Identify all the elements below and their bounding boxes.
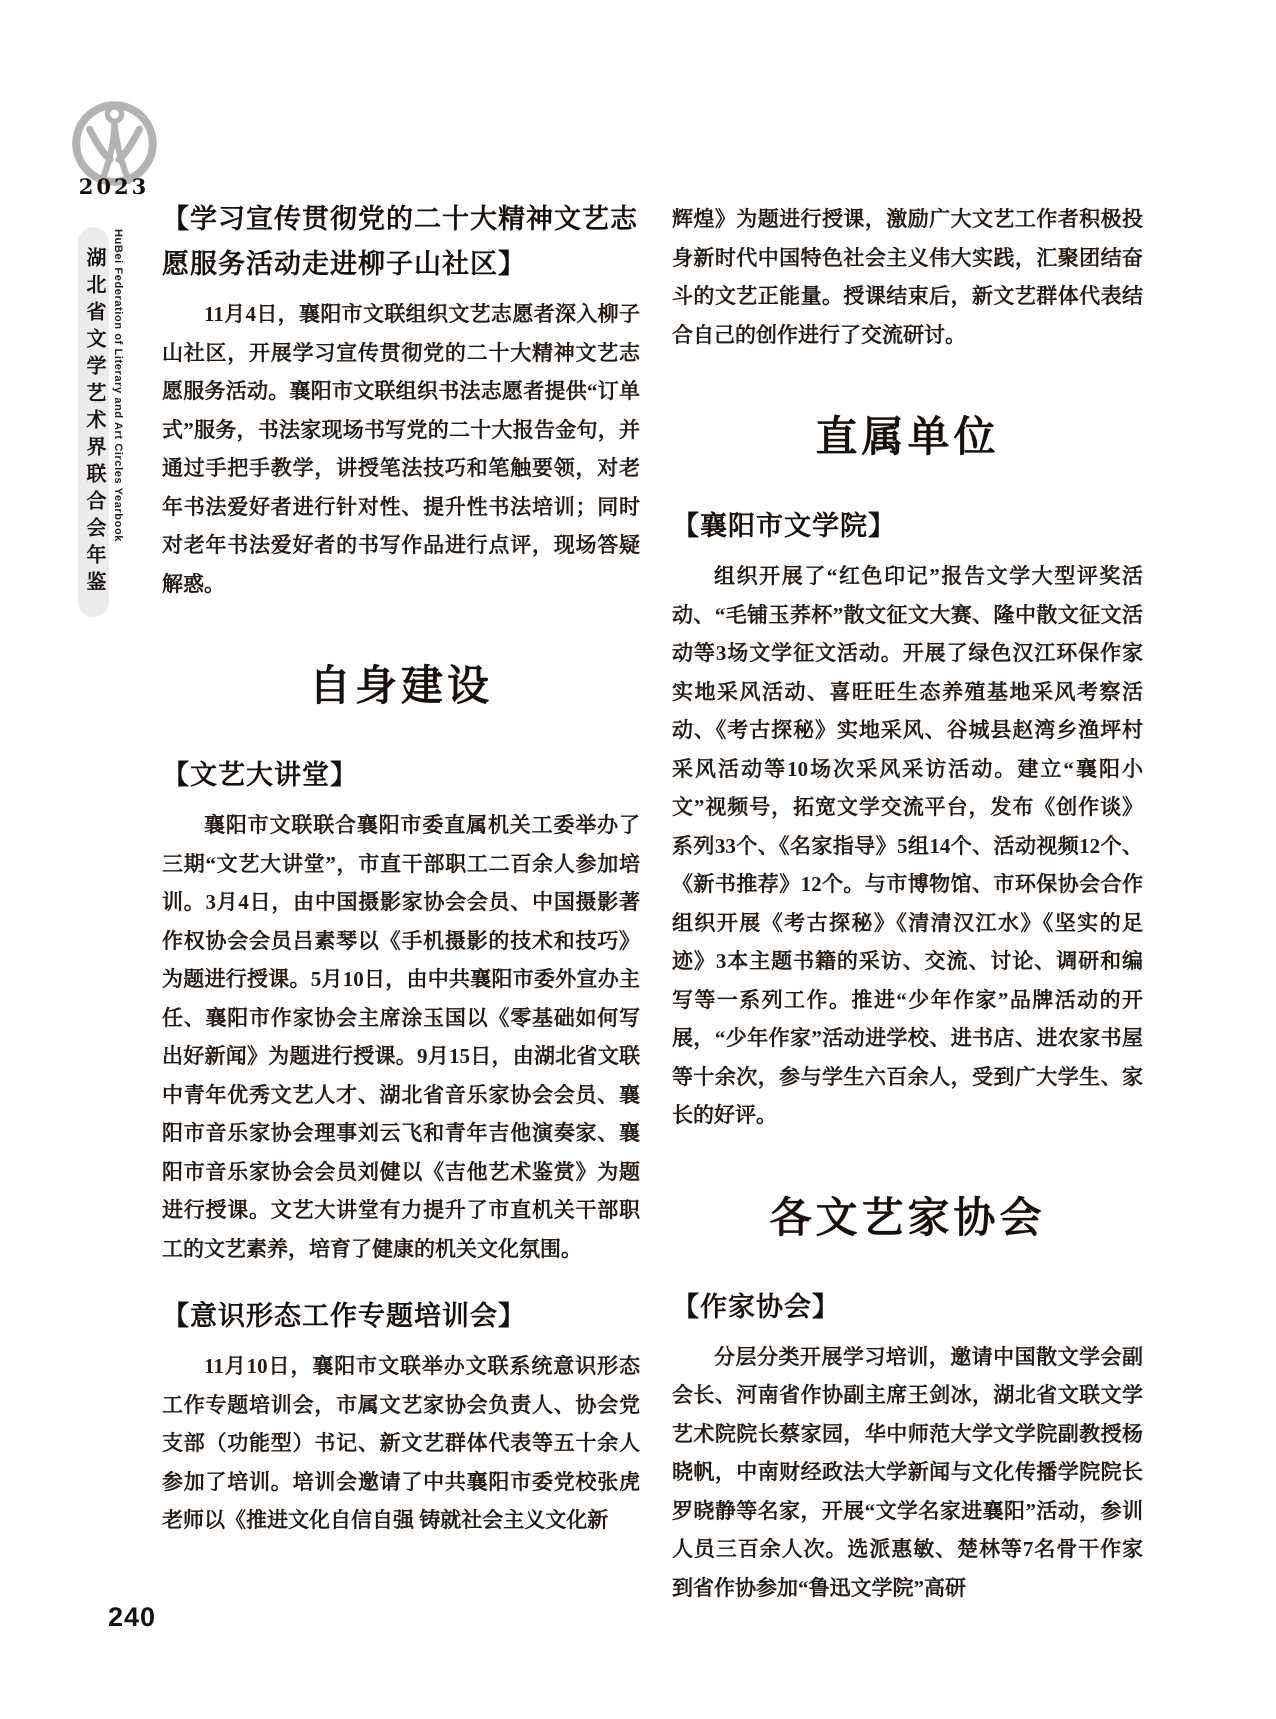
entry-title: 【学习宣传贯彻党的二十大精神文艺志愿服务活动走进柳子山社区】: [162, 204, 638, 279]
section-heading: 直属单位: [815, 413, 1000, 460]
sidebar-title-cn: 湖北省文学艺术界联合会年鉴: [83, 246, 105, 598]
section-heading: 自身建设: [308, 662, 493, 709]
entry-title: 【作家协会】: [672, 1291, 840, 1322]
page-number: 240: [108, 1602, 157, 1632]
sidebar-band: [78, 227, 109, 617]
right-column: [672, 200, 1143, 1607]
left-column: [162, 197, 640, 1540]
paragraph: 11月4日，襄阳市文联组织文艺志愿者深入柳子山社区，开展学习宣传贯彻党的二十大精神文艺志愿服务活动。襄阳市文联组织书法志愿者提供“订单式”服务，书法家现场书写党的二十大报告金句，并通过手把手教学，讲授笔法技巧和笔触要领，对老年书法爱好者进行针对性、提升性书法培训；同时对老年书法爱好者的书写作品进行点评，现场答疑解惑。: [162, 302, 640, 596]
year-label: 2023: [78, 174, 150, 199]
paragraph: 辉煌》为题进行授课，激励广大文艺工作者积极投身新时代中国特色社会主义伟大实践，汇聚团结奋斗的文艺正能量。授课结束后，新文艺群体代表结合自己的创作进行了交流研讨。: [672, 207, 1143, 347]
paragraph: 组织开展了“红色印记”报告文学大型评奖活动、“毛铺玉荞杯”散文征文大赛、隆中散文征文活动等3场文学征文活动。开展了绿色汉江环保作家实地采风活动、喜旺旺生态养殖基地采风考察活动、《考古探秘》实地采风、谷城县赵湾乡渔坪村采风活动等10场次采风采访活动。建立“襄阳小文”视频号，拓宽文学交流平台，发布《创作谈》系列33个、《名家指导》5组14个、活动视频12个、《新书推荐》12个。与市博物馆、市环保协会合作组织开展《考古探秘》《清清汉江水》《坚实的足迹》3本主题书籍的采访、交流、讨论、调研和编写等一系列工作。推进“少年作家”品牌活动的开展，“少年作家”活动进学校、进书店、进农家书屋等十余次，参与学生六百余人，受到广大学生、家长的好评。: [672, 564, 1143, 1127]
paragraph: 分层分类开展学习培训，邀请中国散文学会副会长、河南省作协副主席王剑冰，湖北省文联文学艺术院院长蔡家园，华中师范大学文学院副教授杨晓帆，中南财经政法大学新闻与文化传播学院院长罗晓静等名家，开展“文学名家进襄阳”活动，参训人员三百余人次。选派惠敏、楚林等7名骨干作家到省作协参加“鲁迅文学院”高研: [672, 1344, 1143, 1600]
entry-title: 【文艺大讲堂】: [162, 760, 358, 790]
sidebar-title-en: HuBei Federation of Literary and Art Circles Yearbook: [112, 229, 124, 542]
entry-title: 【襄阳市文学院】: [672, 511, 896, 541]
paragraph: 襄阳市文联联合襄阳市委直属机关工委举办了三期“文艺大讲堂”，市直干部职工二百余人参加培训。3月4日，由中国摄影家协会会员、中国摄影著作权协会会员吕素琴以《手机摄影的技术和技巧》为题进行授课。5月10日，由中共襄阳市委外宣办主任、襄阳市作家协会主席涂玉国以《零基础如何写出好新闻》为题进行授课。9月15日，由湖北省文联中青年优秀文艺人才、湖北省音乐家协会会员、襄阳市音乐家协会理事刘云飞和青年吉他演奏家、襄阳市音乐家协会会员刘健以《吉他艺术鉴赏》为题进行授课。文艺大讲堂有力提升了市直机关干部职工的文艺素养，培育了健康的机关文化氛围。: [162, 813, 640, 1261]
entry-title: 【意识形态工作专题培训会】: [162, 1301, 526, 1331]
section-heading: 各文艺家协会: [769, 1193, 1046, 1241]
paragraph: 11月10日，襄阳市文联举办文联系统意识形态工作专题培训会，市属文艺家协会负责人、协会党支部（功能型）书记、新文艺群体代表等五十余人参加了培训。培训会邀请了中共襄阳市委党校张虎老师以《推进文化自信自强 铸就社会主义文化新: [162, 1354, 640, 1532]
